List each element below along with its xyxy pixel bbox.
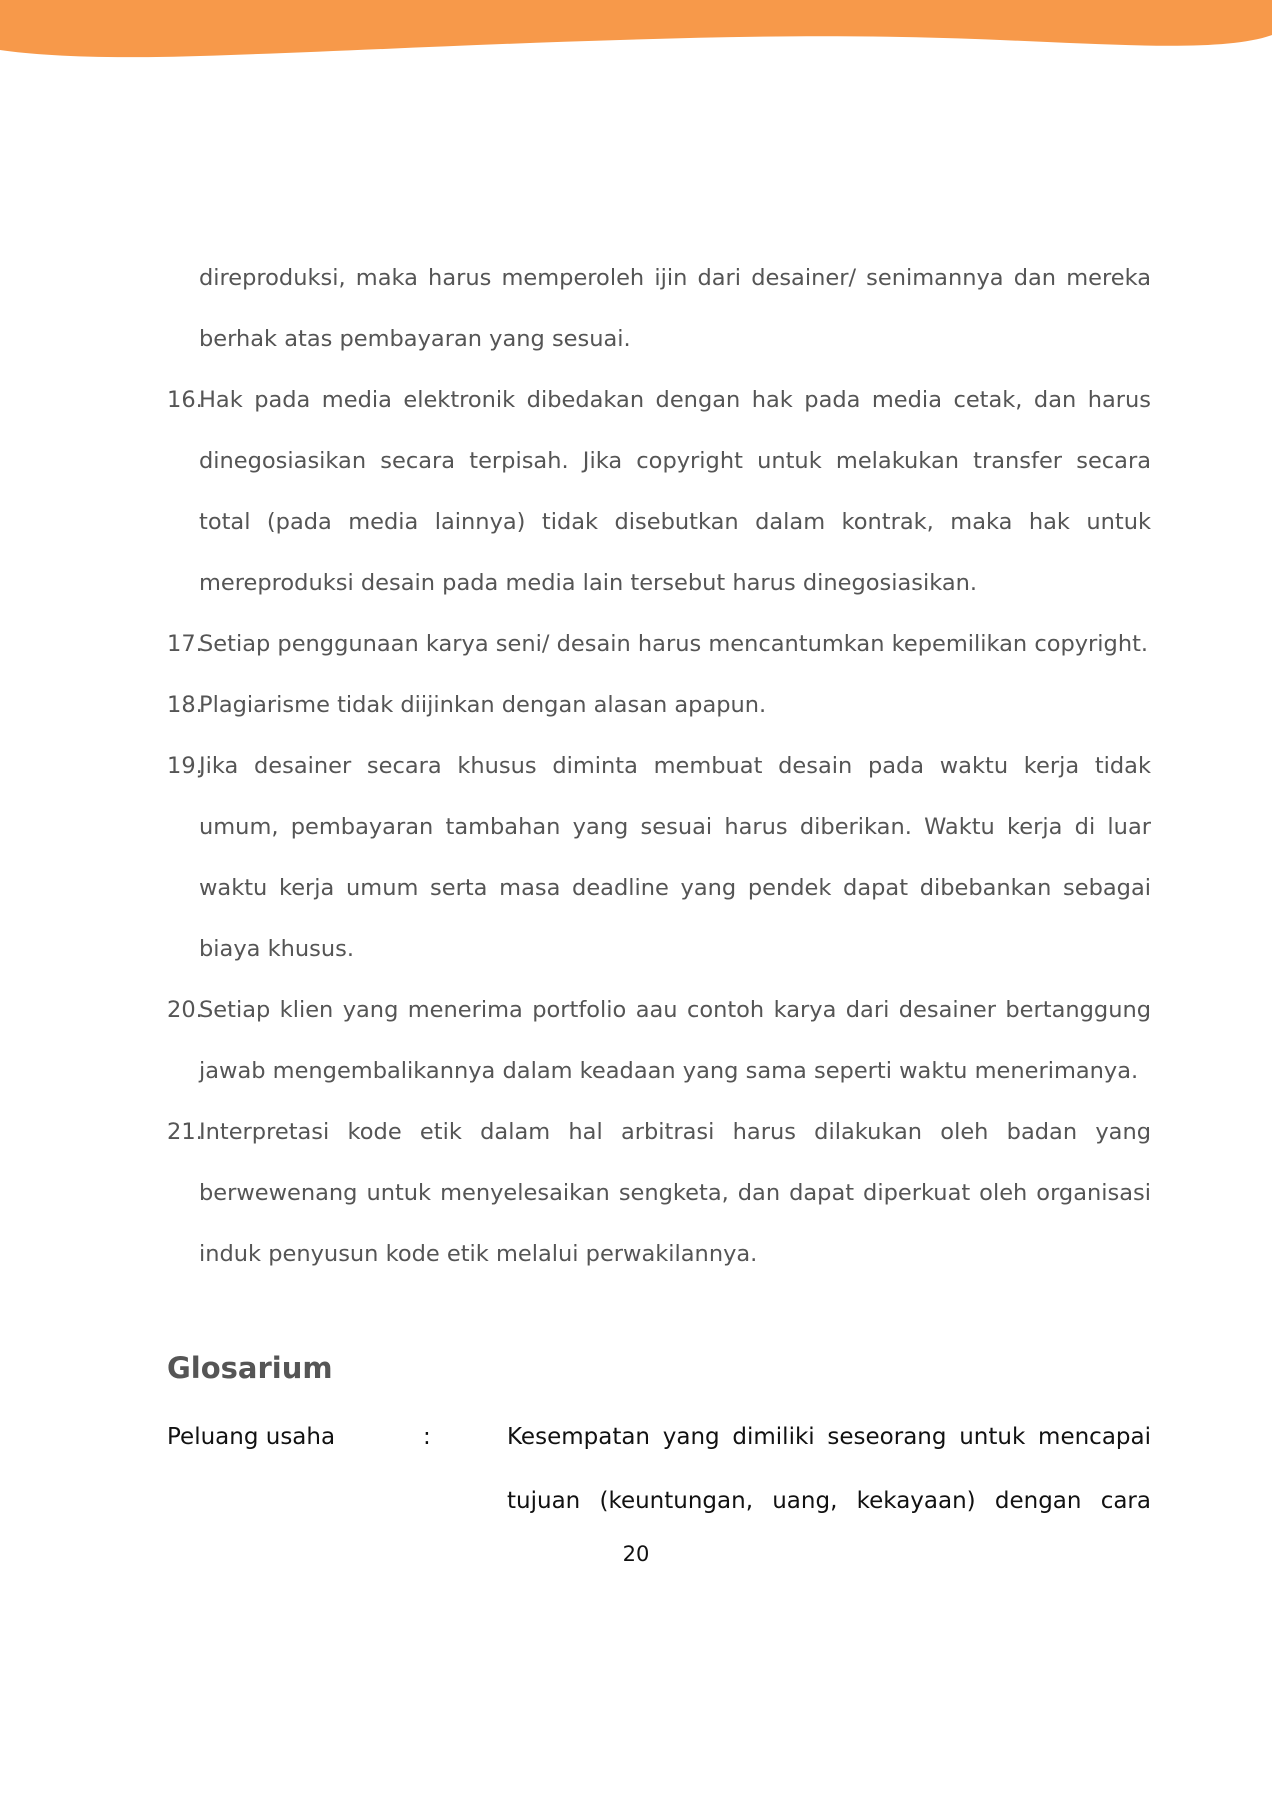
- list-item-20: [167, 980, 1151, 1102]
- list-item-number: 21.: [167, 1119, 203, 1145]
- list-item-number: 16.: [167, 387, 203, 413]
- list-item-number: 18.: [167, 692, 203, 718]
- list-continuation: direproduksi, maka harus memperoleh ijin dari desainer/ senimannya dan mereka berhak atas pembayaran yang sesuai.: [199, 265, 1151, 352]
- glossary-title: Glosarium: [167, 1351, 333, 1385]
- list-item-18: [167, 675, 1151, 736]
- glossary-entry: [167, 1405, 1151, 1533]
- list-item-text: Setiap penggunaan karya seni/ desain harus mencantumkan kepemilikan copyright.: [199, 631, 1149, 657]
- list-item-text: Hak pada media elektronik dibedakan dengan hak pada media cetak, dan harus dinegosiasikan secara terpisah. Jika copyright untuk melakukan transfer secara total (pada media lainnya) tidak disebutkan dalam kontrak, maka hak untuk mereproduksi desain pada media lain tersebut harus dinegosiasikan.: [199, 387, 1151, 596]
- list-item-16: [167, 370, 1151, 614]
- list-item-text: Setiap klien yang menerima portfolio aau contoh karya dari desainer bertanggung jawab mengembalikannya dalam keadaan yang sama seperti waktu menerimanya.: [199, 997, 1151, 1084]
- header-orange-wave: [0, 0, 1272, 80]
- list-item-text: Jika desainer secara khusus diminta membuat desain pada waktu kerja tidak umum, pembayaran tambahan yang sesuai harus diberikan. Waktu kerja di luar waktu kerja umum serta masa deadline yang pendek dapat dibebankan sebagai biaya khusus.: [199, 753, 1151, 962]
- glossary-definition: Kesempatan yang dimiliki seseorang untuk mencapai tujuan (keuntungan, uang, kekayaan) dengan cara: [507, 1424, 1151, 1514]
- glossary-term: Peluang usaha: [167, 1424, 336, 1450]
- list-item-text: Plagiarisme tidak diijinkan dengan alasan apapun.: [199, 692, 767, 718]
- list-item-number: 17.: [167, 631, 203, 657]
- list-item-number: 20.: [167, 997, 203, 1023]
- list-item-text: Interpretasi kode etik dalam hal arbitrasi harus dilakukan oleh badan yang berwewenang untuk menyelesaikan sengketa, dan dapat diperkuat oleh organisasi induk penyusun kode etik melalui perwakilannya.: [199, 1119, 1151, 1267]
- document-body: [167, 248, 1151, 1533]
- list-item-19: [167, 736, 1151, 980]
- page-number: 20: [622, 1542, 650, 1566]
- list-item-21: [167, 1102, 1151, 1285]
- glossary-colon: :: [423, 1424, 431, 1450]
- list-item-17: [167, 614, 1151, 675]
- list-item-number: 19.: [167, 753, 203, 779]
